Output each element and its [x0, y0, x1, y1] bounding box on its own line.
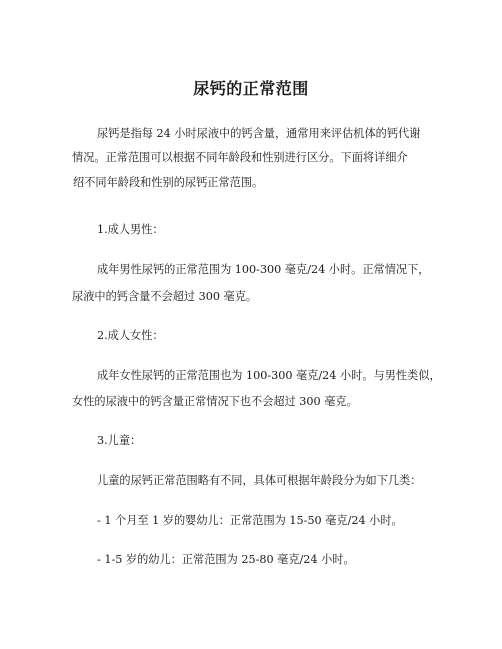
section-2-heading: 2.成人女性：	[97, 329, 164, 342]
section-3-intro: 儿童的尿钙正常范围略有不同，具体可根据年龄段分为如下几类：	[97, 474, 422, 487]
section-3-heading: 3.儿童：	[97, 434, 142, 447]
list-item: - 1 个月至 1 岁的婴幼儿：正常范围为 15-50 毫克/24 小时。	[97, 514, 403, 527]
list-item: - 1-5 岁的幼儿：正常范围为 25-80 毫克/24 小时。	[97, 553, 355, 566]
document-title: 尿钙的正常范围	[193, 79, 309, 98]
section-2-line-1: 成年女性尿钙的正常范围也为 100-300 毫克/24 小时。与男性类似，	[97, 369, 441, 382]
intro-line-2: 情况。正常范围可以根据不同年龄段和性别进行区分。下面将详细介	[72, 151, 408, 164]
section-1-line-2: 尿液中的钙含量不会超过 300 毫克。	[72, 290, 258, 303]
intro-line-1: 尿钙是指每 24 小时尿液中的钙含量，通常用来评估机体的钙代谢	[97, 127, 421, 140]
section-1-line-1: 成年男性尿钙的正常范围为 100-300 毫克/24 小时。正常情况下，	[97, 263, 430, 276]
section-1-heading: 1.成人男性：	[97, 223, 164, 236]
intro-line-3: 绍不同年龄段和性别的尿钙正常范围。	[73, 176, 264, 189]
section-2-line-2: 女性的尿液中的钙含量正常情况下也不会超过 300 毫克。	[72, 395, 358, 408]
